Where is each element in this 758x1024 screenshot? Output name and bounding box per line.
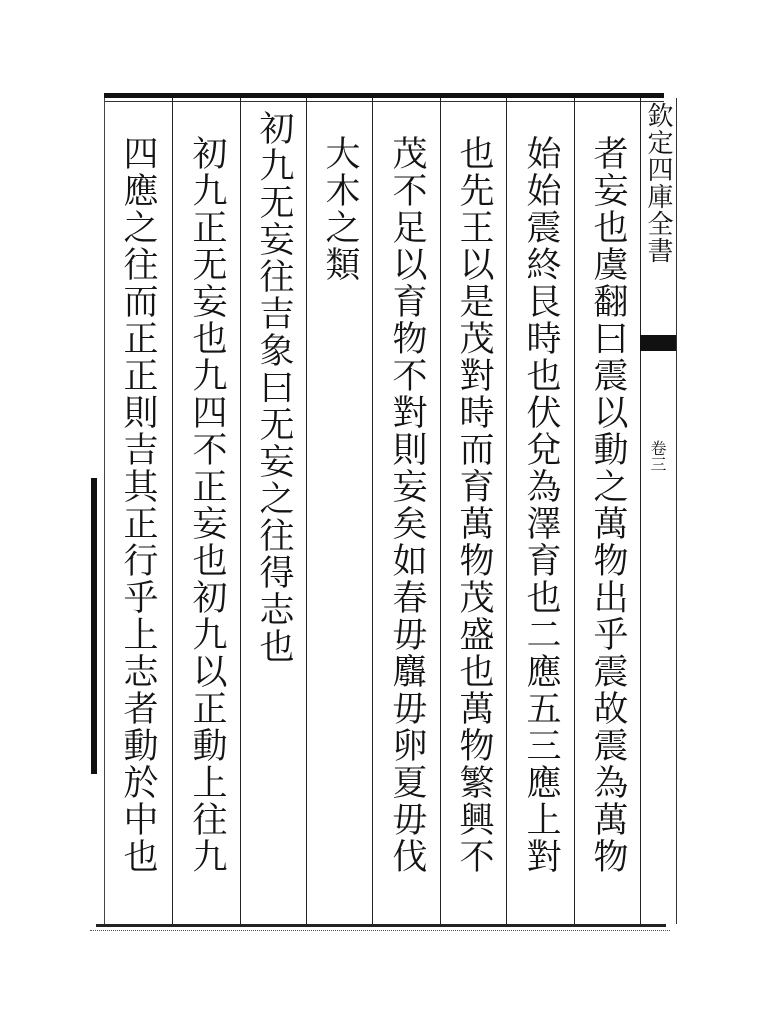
top-border-thin-rule: [104, 101, 664, 102]
text-column-5: 大木之類: [320, 135, 360, 283]
bottom-dotted-rule: [90, 930, 670, 932]
fishtail-mark: [640, 335, 676, 351]
text-column-6: 初九无妄往吉象曰无妄之往得志也: [254, 110, 294, 665]
column-divider: [240, 98, 241, 924]
column-divider: [172, 98, 173, 924]
juan-label: 卷三: [648, 440, 667, 472]
column-divider: [372, 98, 373, 924]
text-column-2: 始始震終艮時也伏兌為澤育也二應五三應上對: [521, 135, 561, 875]
column-divider: [506, 98, 507, 924]
header-divider: [676, 98, 677, 924]
text-column-1: 者妄也虞翻曰震以動之萬物出乎震故震為萬物: [588, 135, 628, 875]
book-title: 欽定四庫全書: [643, 102, 673, 264]
column-divider: [306, 98, 307, 924]
column-divider: [574, 98, 575, 924]
text-column-4: 茂不足以育物不對則妄矣如春毋麛毋卵夏毋伐: [387, 135, 427, 875]
text-column-7: 初九正无妄也九四不正妄也初九以正動上往九: [187, 135, 227, 875]
bottom-border-rule: [96, 924, 666, 927]
column-divider: [440, 98, 441, 924]
text-column-8: 四應之往而正正則吉其正行乎上志者動於中也: [118, 135, 158, 875]
text-column-3: 也先王以是茂對時而育萬物茂盛也萬物繁興不: [454, 135, 494, 875]
top-border-rule: [104, 93, 664, 98]
left-border-line: [104, 98, 105, 924]
left-binding-bar: [91, 478, 97, 774]
